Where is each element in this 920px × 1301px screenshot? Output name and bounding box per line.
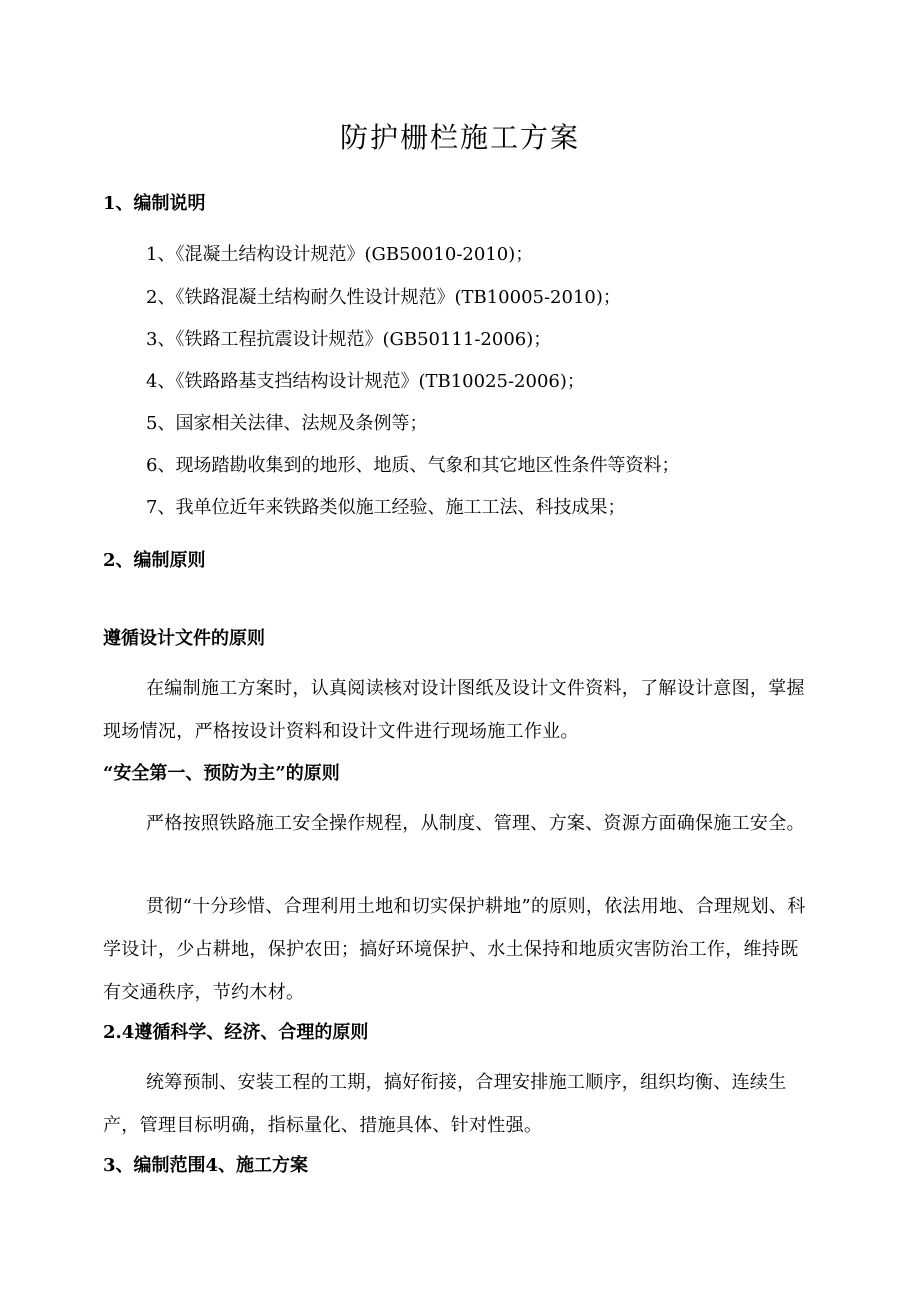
paragraph-safety-operations: 严格按照铁路施工安全操作规程，从制度、管理、方案、资源方面确保施工安全。 <box>146 813 805 834</box>
paragraph-design-documents: 在编制施工方案时，认真阅读核对设计图纸及设计文件资料，了解设计意图，掌握现场情况，严格按设计资料和设计文件进行现场施工作业。 <box>103 678 805 742</box>
subsection-heading-science-economy: 2.4遵循科学、经济、合理的原则 <box>103 1022 369 1043</box>
reference-item-4: 4、《铁路路基支挡结构设计规范》(TB10025-2006)； <box>146 371 585 392</box>
paragraph-land-protection: 贯彻“十分珍惜、合理利用土地和切实保护耕地”的原则，依法用地、合理规划、科学设计，少占耕地，保护农田；搞好环境保护、水土保持和地质灾害防治工作，维持既有交通秩序，节约木材。 <box>103 896 806 1003</box>
reference-item-3: 3、《铁路工程抗震设计规范》(GB50111-2006)； <box>146 329 552 350</box>
document-title: 防护栅栏施工方案 <box>339 121 580 154</box>
subsection-heading-design-documents: 遵循设计文件的原则 <box>103 628 265 649</box>
section-heading-compilation-principles: 2、编制原则 <box>103 550 206 571</box>
subsection-heading-safety-first: “安全第一、预防为主”的原则 <box>103 763 340 784</box>
reference-item-7: 7、我单位近年来铁路类似施工经验、施工工法、科技成果； <box>146 497 626 518</box>
section-heading-compilation-notes: 1、编制说明 <box>103 193 206 214</box>
reference-item-6: 6、现场踏勘收集到的地形、地质、气象和其它地区性条件等资料； <box>146 455 680 476</box>
reference-item-1: 1、《混凝土结构设计规范》(GB50010-2010)； <box>146 244 534 265</box>
reference-item-2: 2、《铁路混凝土结构耐久性设计规范》(TB10005-2010)； <box>146 287 621 308</box>
section-heading-scope-and-plan: 3、编制范围4、施工方案 <box>103 1155 309 1176</box>
reference-item-5: 5、国家相关法律、法规及条例等； <box>146 413 428 434</box>
paragraph-science-economy: 统筹预制、安装工程的工期，搞好衔接，合理安排施工顺序，组织均衡、连续生产，管理目标明确，指标量化、措施具体、针对性强。 <box>103 1072 787 1136</box>
